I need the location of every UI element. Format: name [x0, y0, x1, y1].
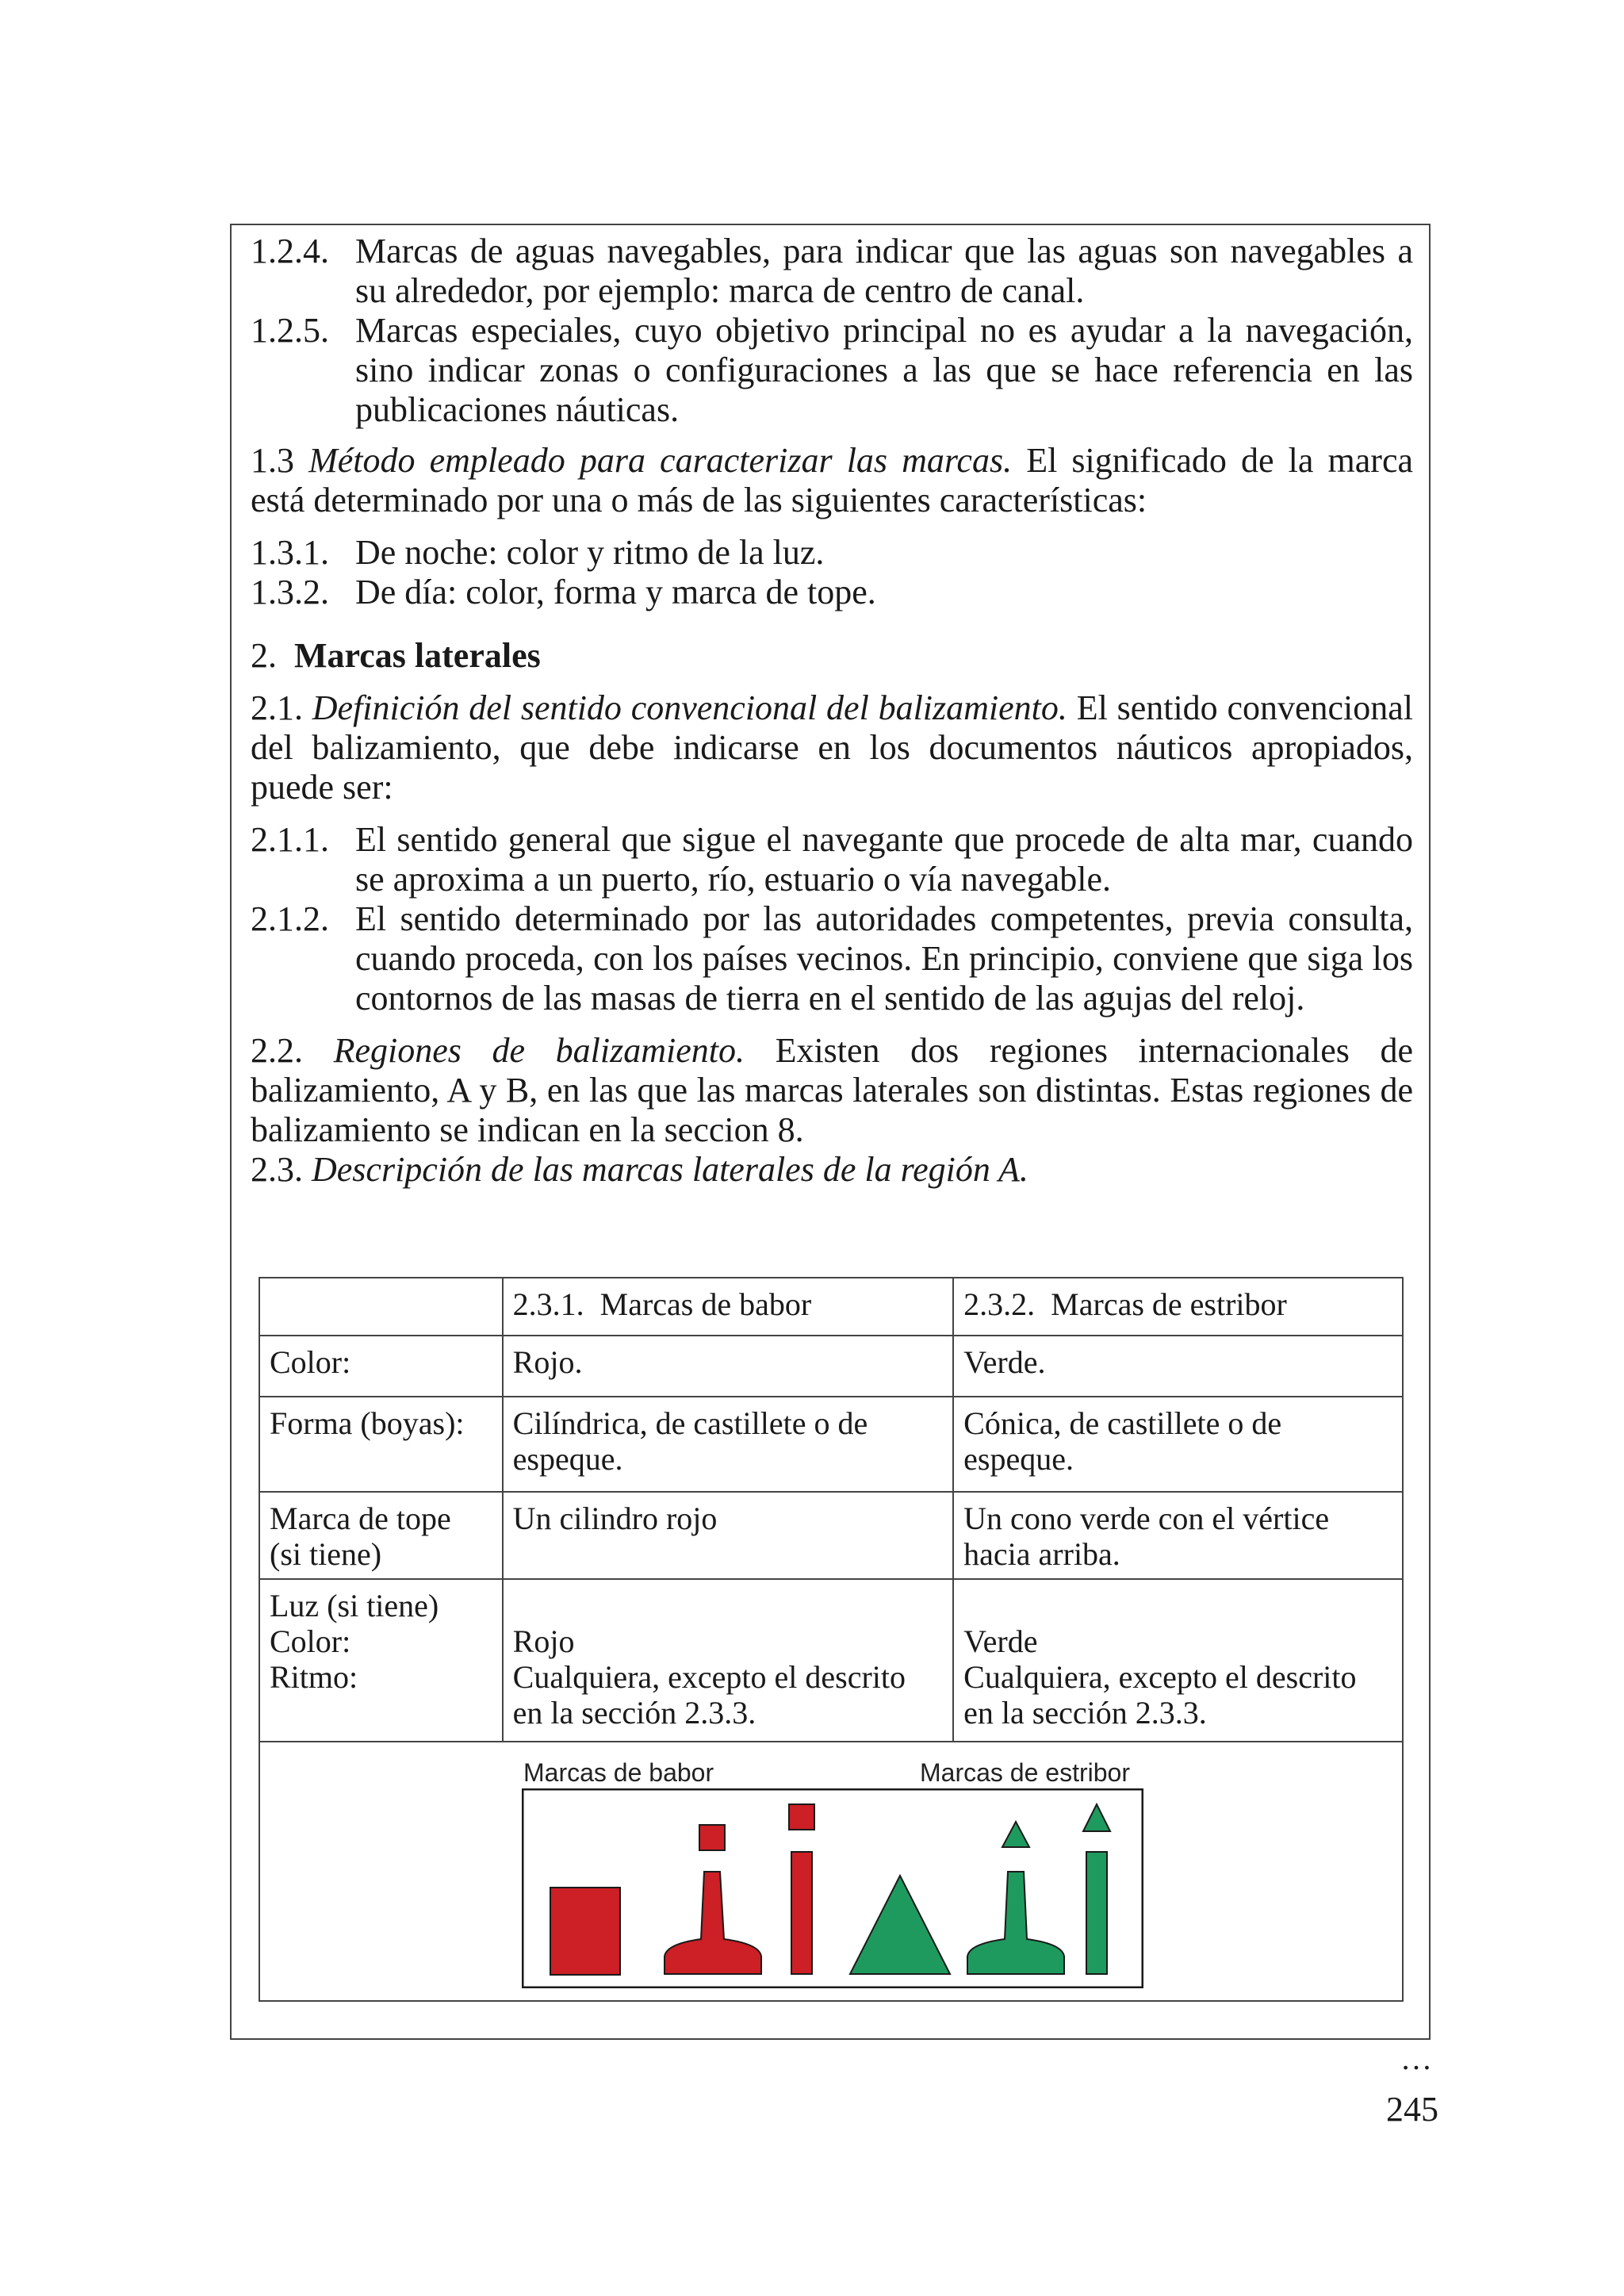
- cell-line: Verde: [963, 1623, 1038, 1659]
- section-heading: [251, 636, 1413, 676]
- table-cell: Un cono verde con el vértice hacia arriba.: [953, 1492, 1403, 1579]
- item-number: 1.2.5.: [251, 311, 329, 350]
- cylindrical-buoy-red: [550, 1888, 620, 1975]
- table-cell: Verde.: [953, 1336, 1403, 1397]
- table-header-cell: 2.3.1. Marcas de babor: [503, 1278, 954, 1336]
- figure-label-estribor: Marcas de estribor: [920, 1758, 1130, 1787]
- list-item: [251, 232, 1413, 311]
- paragraph-2-3: [251, 1150, 1413, 1190]
- item-text: Marcas de aguas navegables, para indicar que las aguas son navegables a su alrededor, por ejemplo: marca de centro de canal.: [355, 232, 1413, 310]
- list-item: [251, 899, 1413, 1018]
- paragraph-2-1: [251, 688, 1413, 807]
- section-title: Método empleado para caracterizar las marcas.: [308, 441, 1013, 480]
- table-cell: [503, 1579, 954, 1742]
- section-number: 2.3.: [251, 1150, 303, 1189]
- cell-line: Marca de tope: [270, 1501, 451, 1536]
- cell-line: (si tiene): [270, 1536, 382, 1572]
- item-number: 1.3.1.: [251, 533, 329, 572]
- cell-line: Ritmo:: [270, 1659, 358, 1695]
- item-number: 1.2.4.: [251, 232, 329, 270]
- table-row: [259, 1336, 1403, 1397]
- cylinder-topmark-red: [699, 1825, 725, 1850]
- cell-line: Luz (si tiene): [270, 1588, 439, 1623]
- cell-line: Rojo: [512, 1623, 575, 1659]
- table-cell: [953, 1579, 1403, 1742]
- figure-cell: [259, 1742, 1403, 2001]
- paragraph-1-3: [251, 441, 1413, 520]
- cell-line: Color:: [270, 1623, 351, 1659]
- table-row: [259, 1579, 1403, 1742]
- spar-buoy-green: [1086, 1852, 1107, 1974]
- table-row: [259, 1492, 1403, 1579]
- paragraph-2-2: [251, 1031, 1413, 1150]
- figure-label-babor: Marcas de babor: [523, 1758, 714, 1787]
- table-row: [259, 1397, 1403, 1492]
- item-number: 1.3.2.: [251, 573, 329, 611]
- section-text: Existen dos regiones internacionales de balizamiento, A y B, en las que las marcas laterales son distintas. Estas regiones de balizamiento se indican en la seccion 8.: [251, 1031, 1414, 1149]
- table-header-cell: 2.3.2. Marcas de estribor: [953, 1278, 1403, 1336]
- section-number: 2.2.: [251, 1031, 303, 1070]
- table-row: [259, 1742, 1403, 2001]
- page-number: 245: [1386, 2090, 1438, 2129]
- table-row: [259, 1278, 1403, 1336]
- table-cell: Forma (boyas):: [259, 1397, 503, 1492]
- section-title: Definición del sentido convencional del balizamiento.: [312, 688, 1067, 727]
- cell-line: Cualquiera, excepto el descrito en la sección 2.3.3.: [512, 1659, 906, 1731]
- section-number: 2.1.: [251, 688, 303, 727]
- item-text: El sentido general que sigue el navegante que procede de alta mar, cuando se aproxima a un puerto, río, estuario o vía navegable.: [355, 820, 1413, 899]
- section-text: El sentido convencional del balizamiento, que debe indicarse en los documentos náuticos apropiados, puede ser:: [251, 688, 1414, 807]
- item-text: El sentido determinado por las autoridades competentes, previa consulta, cuando proceda, con los países vecinos. En principio, conviene que siga los contornos de las masas de tierra en el sentido de las agujas del reloj.: [355, 899, 1413, 1018]
- page-content: [251, 232, 1413, 1190]
- lateral-marks-table: [259, 1277, 1404, 2002]
- table-cell: Cónica, de castillete o de espeque.: [953, 1397, 1403, 1492]
- cell-line: Cualquiera, excepto el descrito en la sección 2.3.3.: [963, 1659, 1357, 1731]
- item-text: De día: color, forma y marca de tope.: [355, 573, 876, 611]
- section-text: El significado de la marca está determinado por una o más de las siguientes características:: [251, 441, 1414, 519]
- table-cell: Color:: [259, 1336, 503, 1397]
- table-header-cell: [259, 1278, 503, 1336]
- cylinder-topmark-red: [789, 1804, 814, 1830]
- item-text: De noche: color y ritmo de la luz.: [355, 533, 825, 572]
- buoy-illustration: [522, 1788, 1143, 1988]
- table-cell: [259, 1579, 503, 1742]
- item-number: 2.1.2.: [251, 899, 329, 938]
- table-cell: Cilíndrica, de castillete o de espeque.: [503, 1397, 954, 1492]
- table-cell: Un cilindro rojo: [503, 1492, 954, 1579]
- item-number: 2.1.1.: [251, 820, 329, 859]
- heading-title: Marcas laterales: [294, 636, 541, 675]
- section-title: Descripción de las marcas laterales de la región A.: [312, 1150, 1028, 1189]
- list-item: [251, 311, 1413, 430]
- list-item: [251, 820, 1413, 899]
- table-cell: [259, 1492, 503, 1579]
- section-title: Regiones de balizamiento.: [333, 1031, 745, 1070]
- list-item: [251, 573, 1413, 612]
- continuation-ellipsis: …: [1400, 2041, 1434, 2076]
- list-item: [251, 533, 1413, 573]
- heading-number: 2.: [251, 636, 277, 675]
- spar-buoy-red: [791, 1852, 812, 1974]
- section-number: 1.3: [251, 441, 294, 480]
- item-text: Marcas especiales, cuyo objetivo principal no es ayudar a la navegación, sino indicar zonas o configuraciones a las que se hace referencia en las publicaciones náuticas.: [355, 311, 1413, 429]
- table-cell: Rojo.: [503, 1336, 954, 1397]
